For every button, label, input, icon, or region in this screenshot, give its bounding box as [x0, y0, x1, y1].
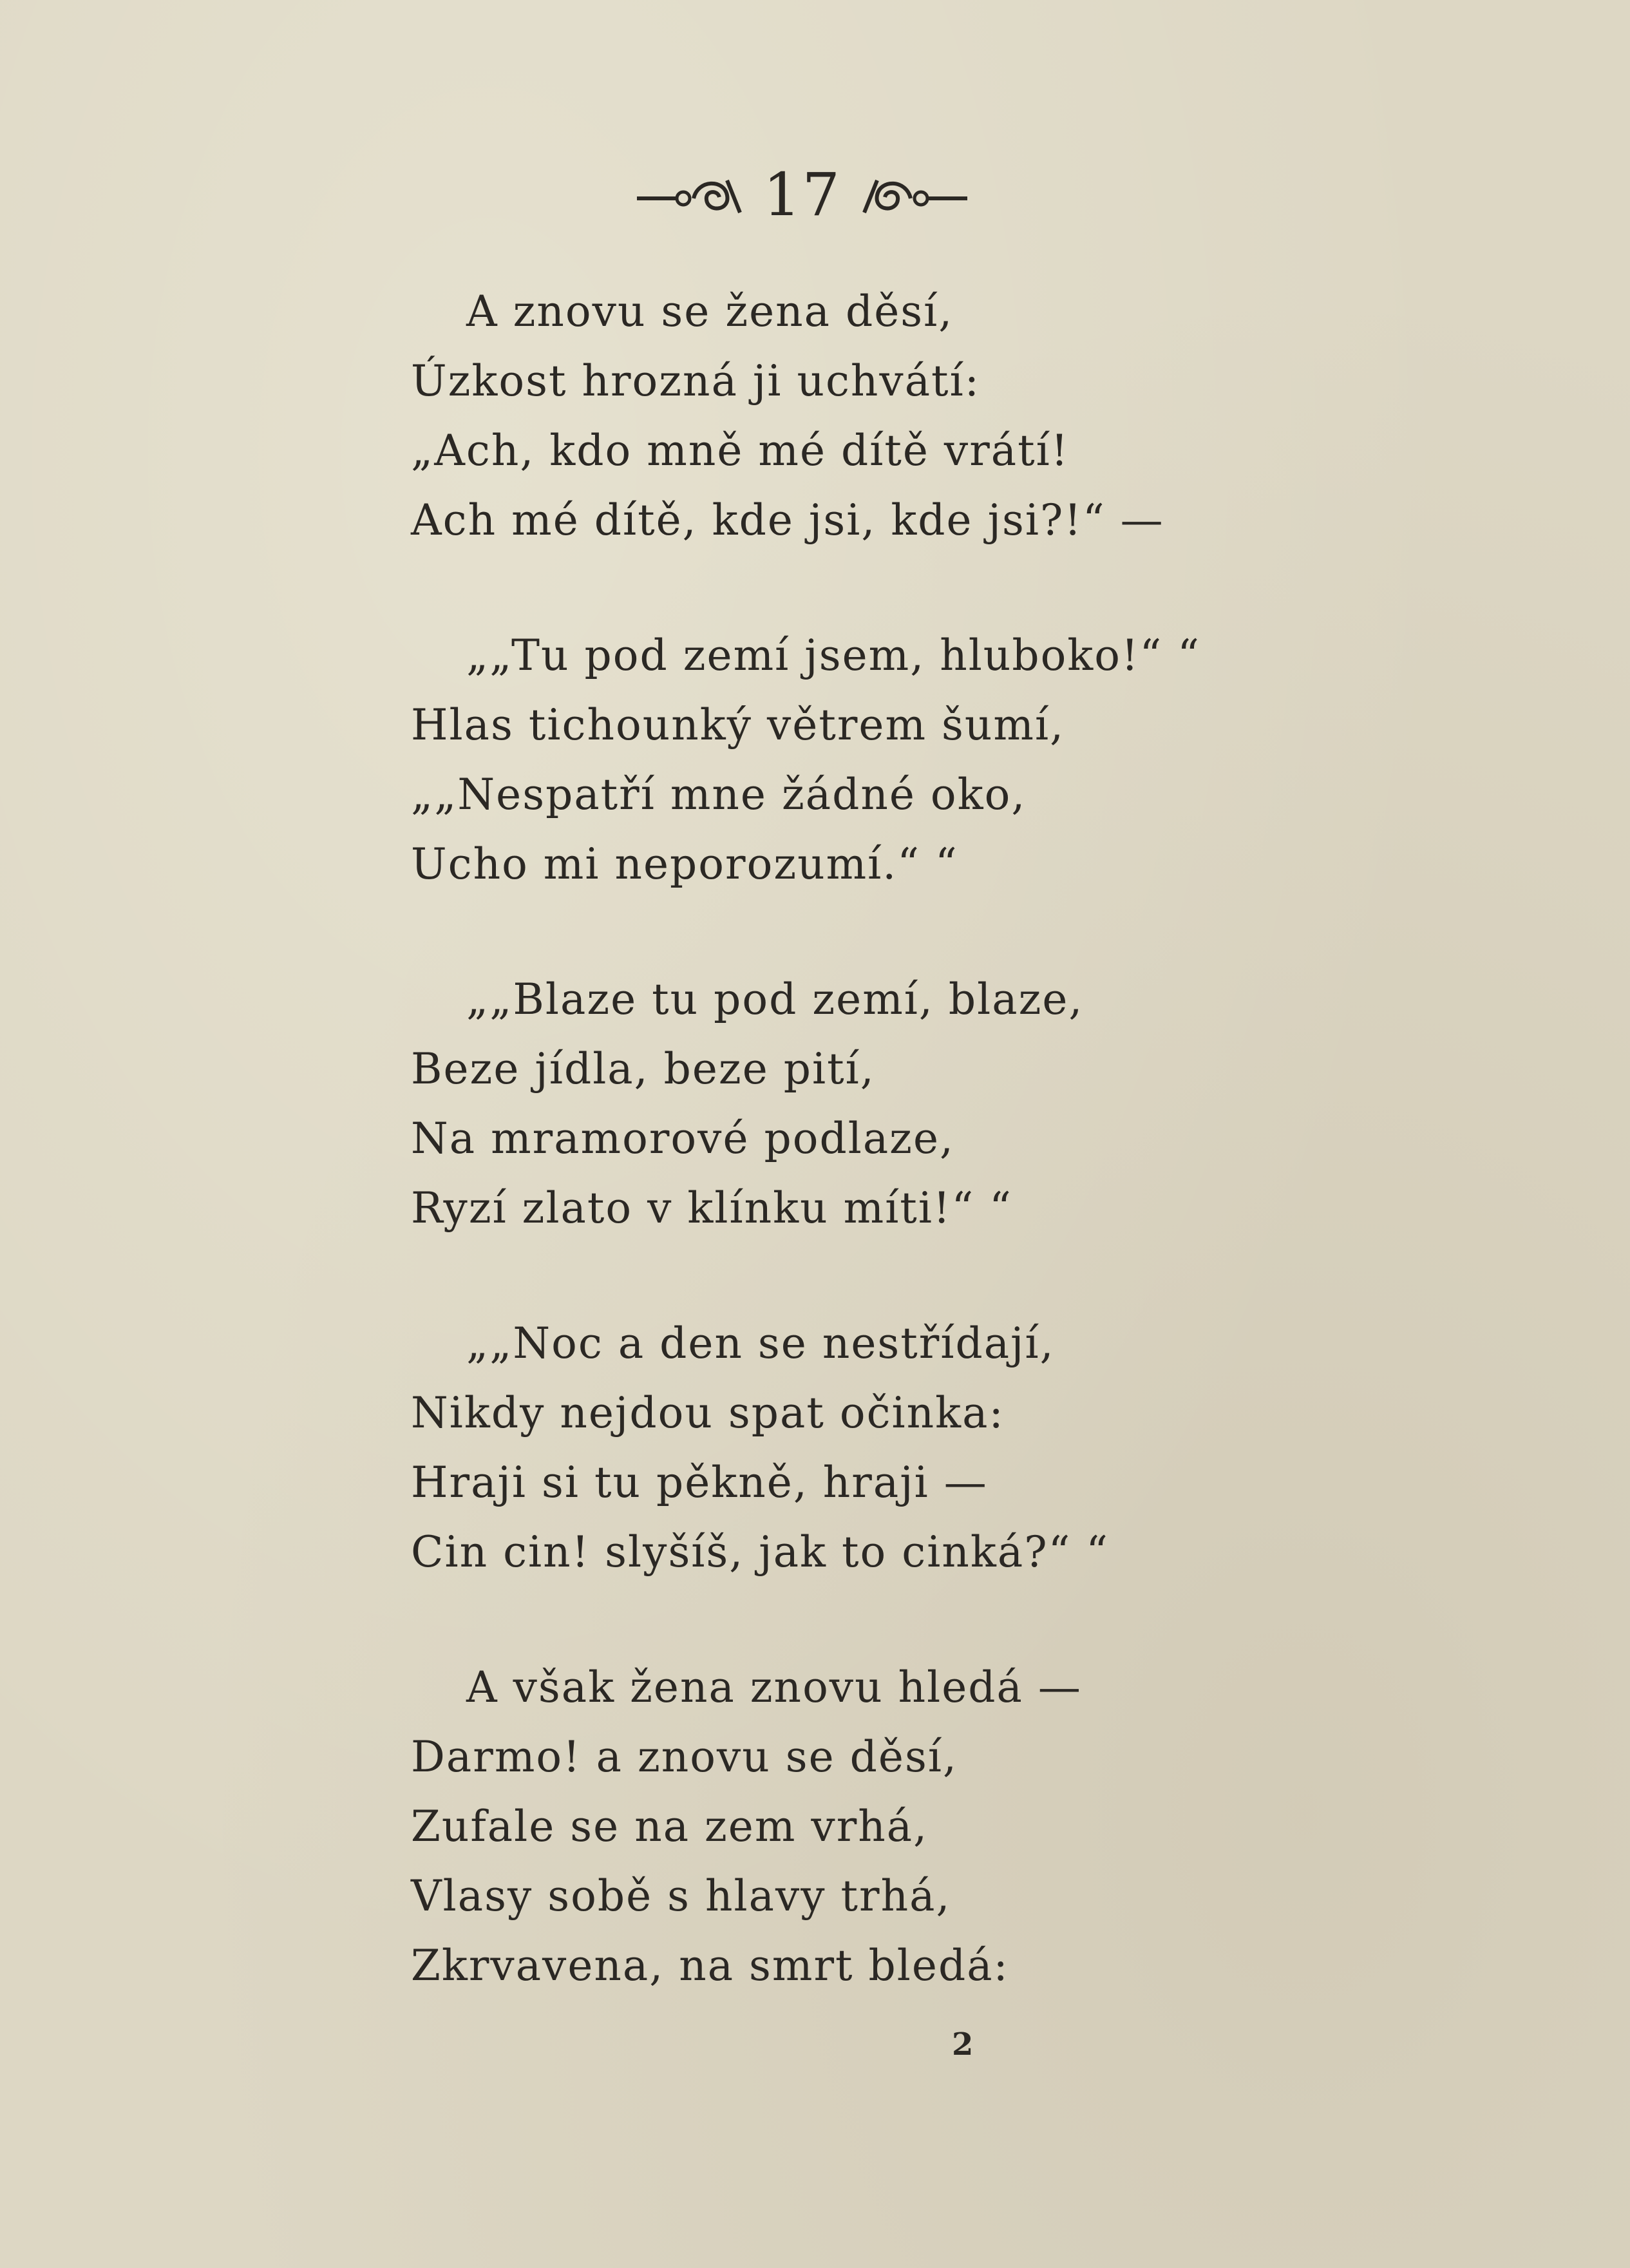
poem-line: Ucho mi neporozumí.“ “ [411, 839, 958, 889]
stanza-5 [411, 1653, 1506, 2001]
stanza-2 [411, 621, 1506, 899]
poem-line: Nikdy nejdou spat očinka: [411, 1388, 1005, 1438]
poem-line: Zkrvavena, na smrt bledá: [411, 1941, 1009, 1990]
page-number: 17 [763, 160, 842, 229]
poem-line: Vlasy sobě s hlavy trhá, [411, 1871, 951, 1921]
poem-line: Ryzí zlato v klínku míti!“ “ [411, 1183, 1012, 1233]
poem-line: „„Tu pod zemí jsem, hluboko!“ “ [466, 631, 1201, 680]
poem-line: A však žena znovu hledá — [466, 1663, 1082, 1712]
poem-line: Na mramorové podlaze, [411, 1114, 954, 1163]
page-header [0, 147, 1630, 243]
stanza-3 [411, 965, 1506, 1243]
poem-line: Zufale se na zem vrhá, [411, 1802, 929, 1851]
poem-line: Darmo! a znovu se děsí, [411, 1732, 958, 1782]
poem-body [411, 277, 1506, 2066]
right-scroll-ornament-icon [858, 173, 967, 218]
poem-line: A znovu se žena děsí, [466, 287, 954, 336]
poem-line: „„Nespatří mne žádné oko, [411, 770, 1027, 819]
poem-line: „„Noc a den se nestřídají, [466, 1319, 1055, 1368]
poem-line: „„Blaze tu pod zemí, blaze, [466, 975, 1084, 1024]
signature-mark: 2 [952, 2026, 974, 2063]
stanza-4 [411, 1309, 1506, 1587]
poem-line: Úzkost hrozná ji uchvátí: [411, 356, 980, 406]
poem-line: Beze jídla, beze pití, [411, 1044, 875, 1094]
poem-line: Hraji si tu pěkně, hraji — [411, 1458, 988, 1507]
poem-line: „Ach, kdo mně mé dítě vrátí! [411, 426, 1070, 475]
poem-line: Ach mé dítě, kde jsi, kde jsi?!“ — [411, 495, 1164, 545]
left-scroll-ornament-icon [637, 173, 746, 218]
poem-line: Hlas tichounký větrem šumí, [411, 700, 1065, 750]
stanza-1 [411, 277, 1506, 555]
poem-line: Cin cin! slyšíš, jak to cinká?“ “ [411, 1527, 1110, 1577]
